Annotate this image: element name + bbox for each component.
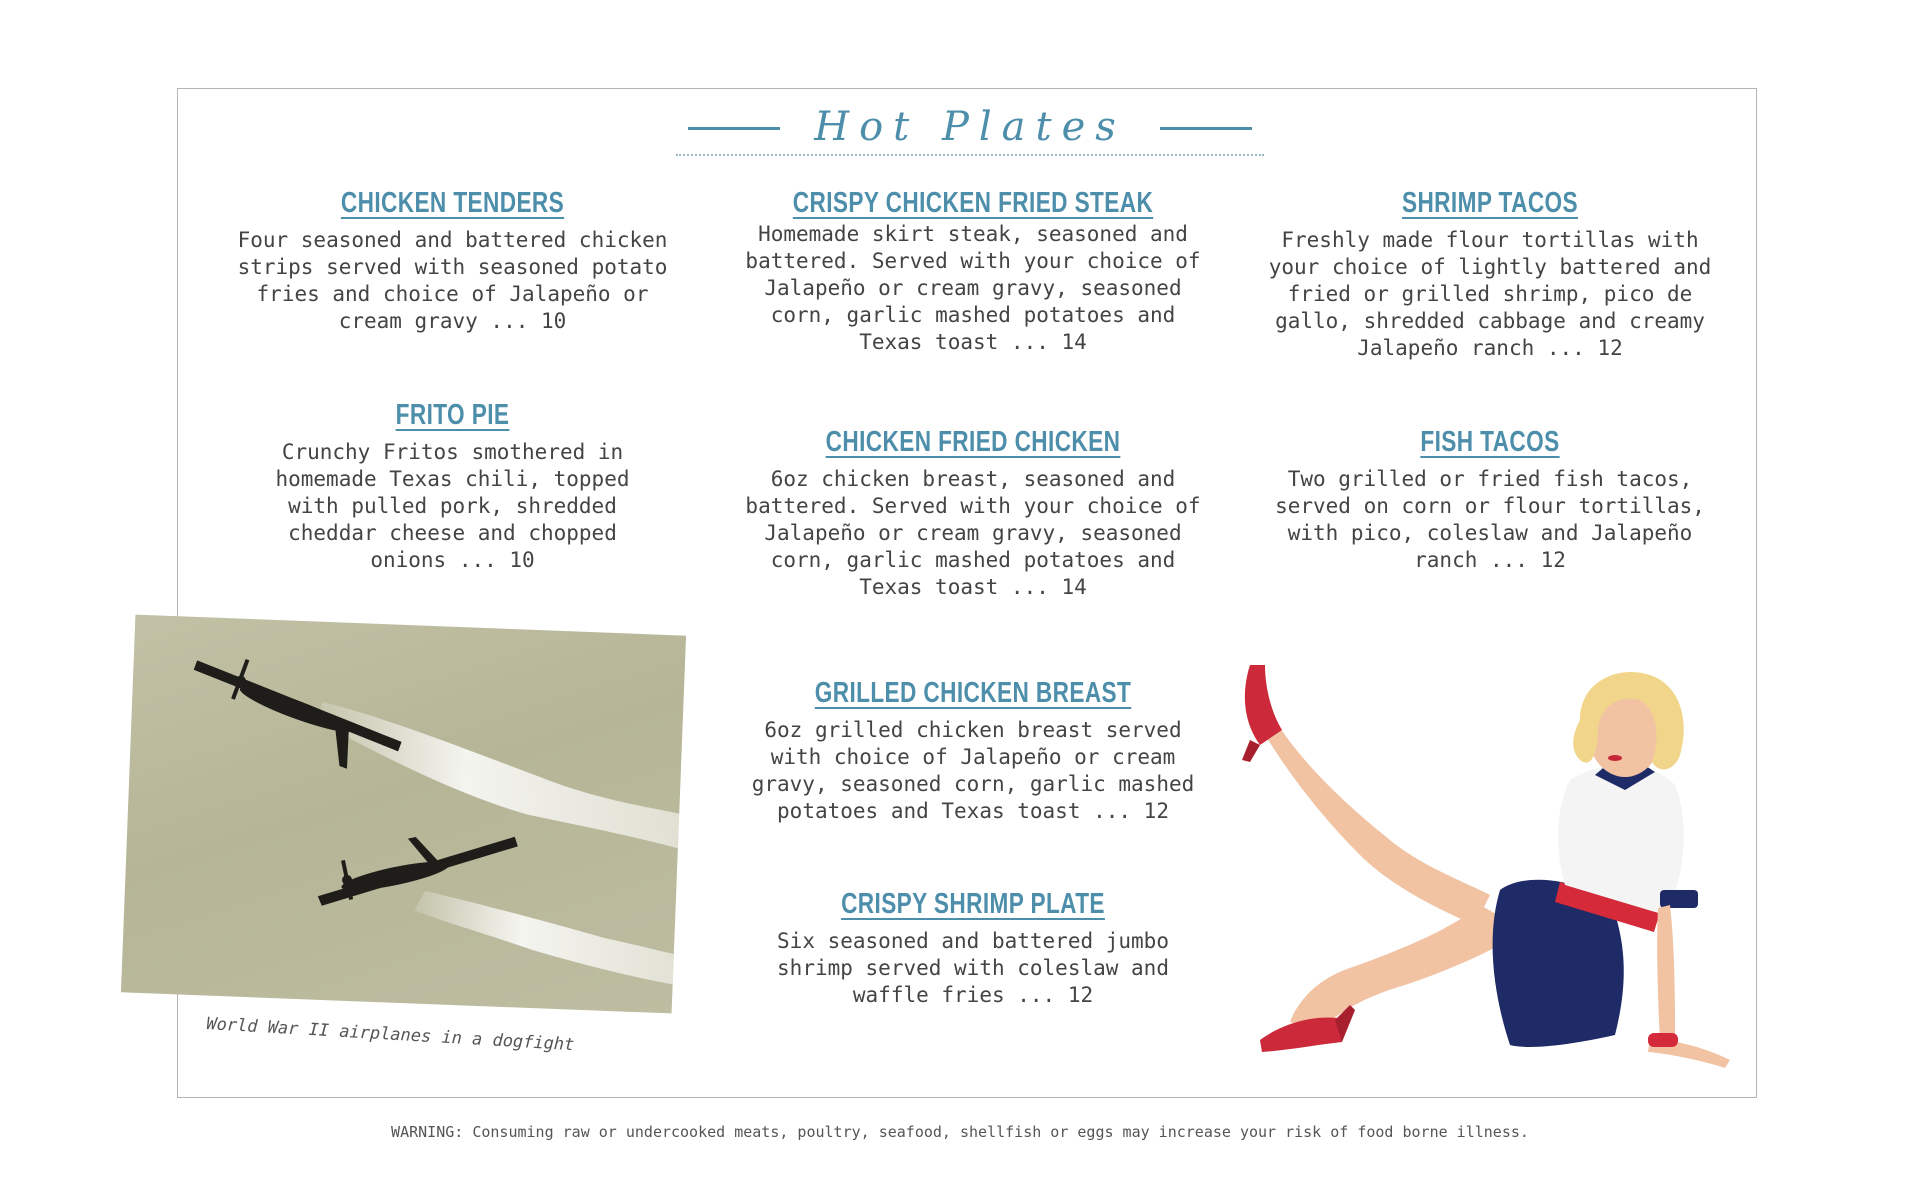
item-description: Freshly made flour tortillas with your choice of lightly battered and fried or grilled shrimp, pico de gallo, shredded cabbage and creamy Jalapeño ranch ... 12	[1268, 228, 1712, 360]
menu-item-frito-pie	[235, 397, 670, 574]
item-description: Two grilled or fried fish tacos, served on corn or flour tortillas, with pico, coleslaw and Jalapeño ranch ... 12	[1275, 467, 1705, 572]
item-name: FRITO PIE	[395, 399, 510, 431]
menu-item-crispy-shrimp-plate	[738, 886, 1208, 1009]
menu-item-fish-tacos	[1265, 424, 1715, 574]
pinup-girl-image	[1220, 650, 1800, 1110]
menu-item-crispy-chicken-fried-steak	[738, 185, 1208, 356]
item-name: FISH TACOS	[1420, 426, 1560, 458]
menu-item-shrimp-tacos	[1255, 185, 1725, 362]
title-dotted-divider	[676, 154, 1264, 156]
item-name: GRILLED CHICKEN BREAST	[814, 677, 1132, 709]
menu-item-grilled-chicken-breast	[733, 675, 1213, 825]
menu-item-chicken-fried-chicken	[738, 424, 1208, 601]
item-name: CHICKEN FRIED CHICKEN	[825, 426, 1121, 458]
title-rule-right	[1160, 127, 1252, 130]
menu-header	[670, 100, 1270, 160]
pinup-illustration	[1220, 650, 1800, 1110]
item-description: Homemade skirt steak, seasoned and battered. Served with your choice of Jalapeño or cream gravy, seasoned corn, garlic mashed potatoes and Texas toast ... 14	[745, 222, 1201, 354]
item-description: Six seasoned and battered jumbo shrimp served with coleslaw and waffle fries ... 12	[777, 929, 1169, 1007]
menu-item-chicken-tenders	[215, 185, 690, 335]
menu-title: Hot Plates	[814, 104, 1126, 150]
item-name: CRISPY CHICKEN FRIED STEAK	[792, 187, 1154, 219]
item-name: CRISPY SHRIMP PLATE	[841, 888, 1105, 920]
airplanes-photo	[121, 615, 686, 1014]
airplanes-illustration	[121, 615, 686, 1014]
item-description: Four seasoned and battered chicken strips served with seasoned potato fries and choice of Jalapeño or cream gravy ... 10	[237, 228, 668, 333]
item-description: 6oz grilled chicken breast served with choice of Jalapeño or cream gravy, seasoned corn, garlic mashed potatoes and Texas toast ... 12	[751, 718, 1195, 823]
photo-caption: World War II airplanes in a dogfight	[205, 1014, 575, 1056]
item-name: CHICKEN TENDERS	[340, 187, 565, 219]
food-safety-warning: WARNING: Consuming raw or undercooked meats, poultry, seafood, shellfish or eggs may increase your risk of food borne illness.	[391, 1123, 1529, 1141]
item-description: 6oz chicken breast, seasoned and battered. Served with your choice of Jalapeño or cream gravy, seasoned corn, garlic mashed potatoes and Texas toast ... 14	[745, 467, 1201, 599]
item-name: SHRIMP TACOS	[1401, 187, 1579, 219]
item-description: Crunchy Fritos smothered in homemade Texas chili, topped with pulled pork, shredded cheddar cheese and chopped onions ... 10	[275, 440, 630, 572]
